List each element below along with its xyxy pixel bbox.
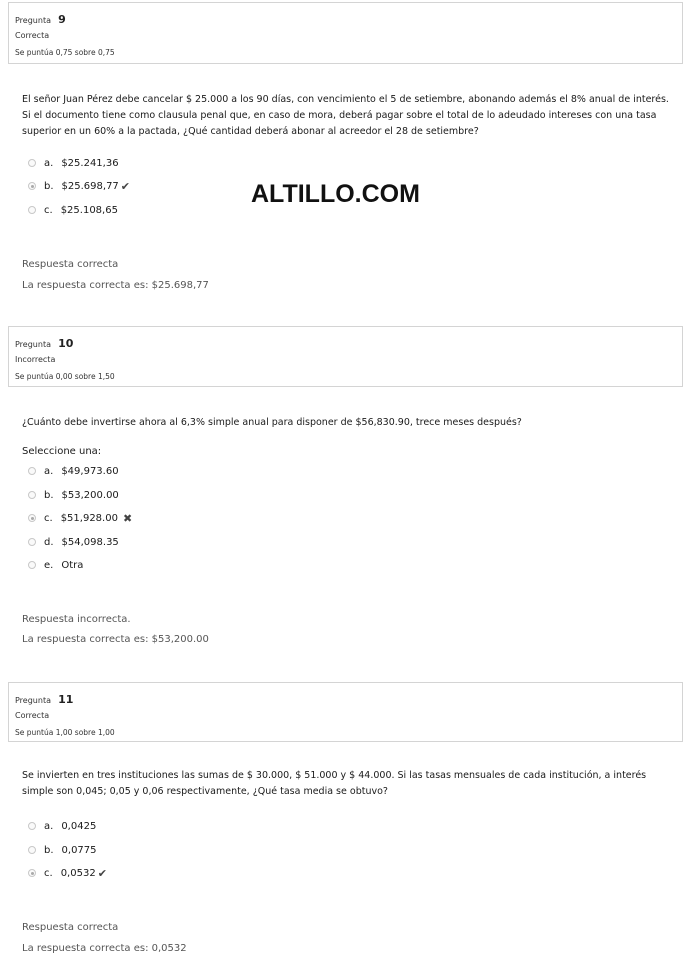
answer-option[interactable] xyxy=(28,488,119,502)
radio-button[interactable] xyxy=(28,206,36,214)
option-letter: c. xyxy=(44,204,53,216)
radio-button-selected[interactable] xyxy=(28,869,36,877)
question-text: El señor Juan Pérez debe cancelar $ 25.000 a los 90 días, con vencimiento el 5 de setiembre, abonando además el 8% anual de interés. Si el documento tiene como clausula penal que, en caso de mora, deberá pagar sobre el total de lo adeudado intereses con una tasa superior en un 60% a la pactada, ¿Qué cantidad deberá abonar al acreedor el 28 de setiembre? xyxy=(22,94,669,137)
question-number: Pregunta 10 xyxy=(15,337,74,350)
option-value: $49,973.60 xyxy=(61,465,119,477)
radio-button[interactable] xyxy=(28,561,36,569)
option-value: $54,098.35 xyxy=(61,536,119,548)
answer-option[interactable] xyxy=(28,558,83,572)
radio-button[interactable] xyxy=(28,467,36,475)
option-letter: d. xyxy=(44,536,54,548)
question-text: ¿Cuánto debe invertirse ahora al 6,3% simple anual para disponer de $56,830.90, trece meses después? xyxy=(22,417,522,428)
radio-button-selected[interactable] xyxy=(28,514,36,522)
question-info-box xyxy=(8,326,683,387)
option-letter: b. xyxy=(44,844,54,856)
option-value: Otra xyxy=(61,559,84,571)
answer-option[interactable] xyxy=(28,843,97,857)
answer-option[interactable] xyxy=(28,866,107,880)
answer-option[interactable] xyxy=(28,535,119,549)
feedback-text: Respuesta correcta xyxy=(22,259,119,270)
right-answer-text: La respuesta correcta es: 0,0532 xyxy=(22,943,187,954)
question-state: Incorrecta xyxy=(15,355,56,364)
option-letter: b. xyxy=(44,180,54,192)
answer-option[interactable] xyxy=(28,156,119,170)
radio-button-selected[interactable] xyxy=(28,182,36,190)
answer-option[interactable] xyxy=(28,203,118,217)
option-value: $25.108,65 xyxy=(60,204,118,216)
question-grade: Se puntúa 0,00 sobre 1,50 xyxy=(15,372,115,381)
radio-button[interactable] xyxy=(28,159,36,167)
cross-icon: ✖ xyxy=(122,511,133,525)
question-number: Pregunta 9 xyxy=(15,13,66,26)
option-letter: a. xyxy=(44,157,54,169)
option-letter: a. xyxy=(44,820,54,832)
option-letter: e. xyxy=(44,559,54,571)
select-one-prompt: Seleccione una: xyxy=(22,446,102,457)
option-value: $51,928.00 xyxy=(60,512,118,524)
watermark: ALTILLO.COM xyxy=(251,180,420,208)
question-grade: Se puntúa 0,75 sobre 0,75 xyxy=(15,48,115,57)
question-info-box xyxy=(8,682,683,742)
option-value: $53,200.00 xyxy=(61,489,119,501)
question-state: Correcta xyxy=(15,31,50,40)
radio-button[interactable] xyxy=(28,491,36,499)
right-answer-text: La respuesta correcta es: $25.698,77 xyxy=(22,280,209,291)
radio-button[interactable] xyxy=(28,846,36,854)
option-letter: a. xyxy=(44,465,54,477)
feedback-text: Respuesta correcta xyxy=(22,922,119,933)
radio-button[interactable] xyxy=(28,538,36,546)
check-icon: ✔ xyxy=(120,179,131,193)
question-text: Se invierten en tres instituciones las sumas de $ 30.000, $ 51.000 y $ 44.000. Si las tasas mensuales de cada institución, a interés simple son 0,045; 0,05 y 0,06 respectivamente, ¿Qué tasa media se obtuvo? xyxy=(22,770,647,797)
answer-option[interactable] xyxy=(28,464,119,478)
option-value: $25.698,77 xyxy=(61,180,119,192)
radio-button[interactable] xyxy=(28,822,36,830)
question-info-box xyxy=(8,2,683,64)
question-grade: Se puntúa 1,00 sobre 1,00 xyxy=(15,728,115,737)
option-value: 0,0425 xyxy=(61,820,97,832)
question-number: Pregunta 11 xyxy=(15,693,74,706)
option-value: $25.241,36 xyxy=(61,157,119,169)
option-letter: b. xyxy=(44,489,54,501)
option-letter: c. xyxy=(44,867,53,879)
answer-option[interactable] xyxy=(28,511,132,525)
question-state: Correcta xyxy=(15,711,50,720)
option-value: 0,0775 xyxy=(61,844,97,856)
right-answer-text: La respuesta correcta es: $53,200.00 xyxy=(22,634,209,645)
answer-option[interactable] xyxy=(28,819,96,833)
option-value: 0,0532 xyxy=(60,867,96,879)
answer-option[interactable] xyxy=(28,179,130,193)
feedback-text: Respuesta incorrecta. xyxy=(22,614,131,625)
check-icon: ✔ xyxy=(97,866,107,880)
option-letter: c. xyxy=(44,512,53,524)
